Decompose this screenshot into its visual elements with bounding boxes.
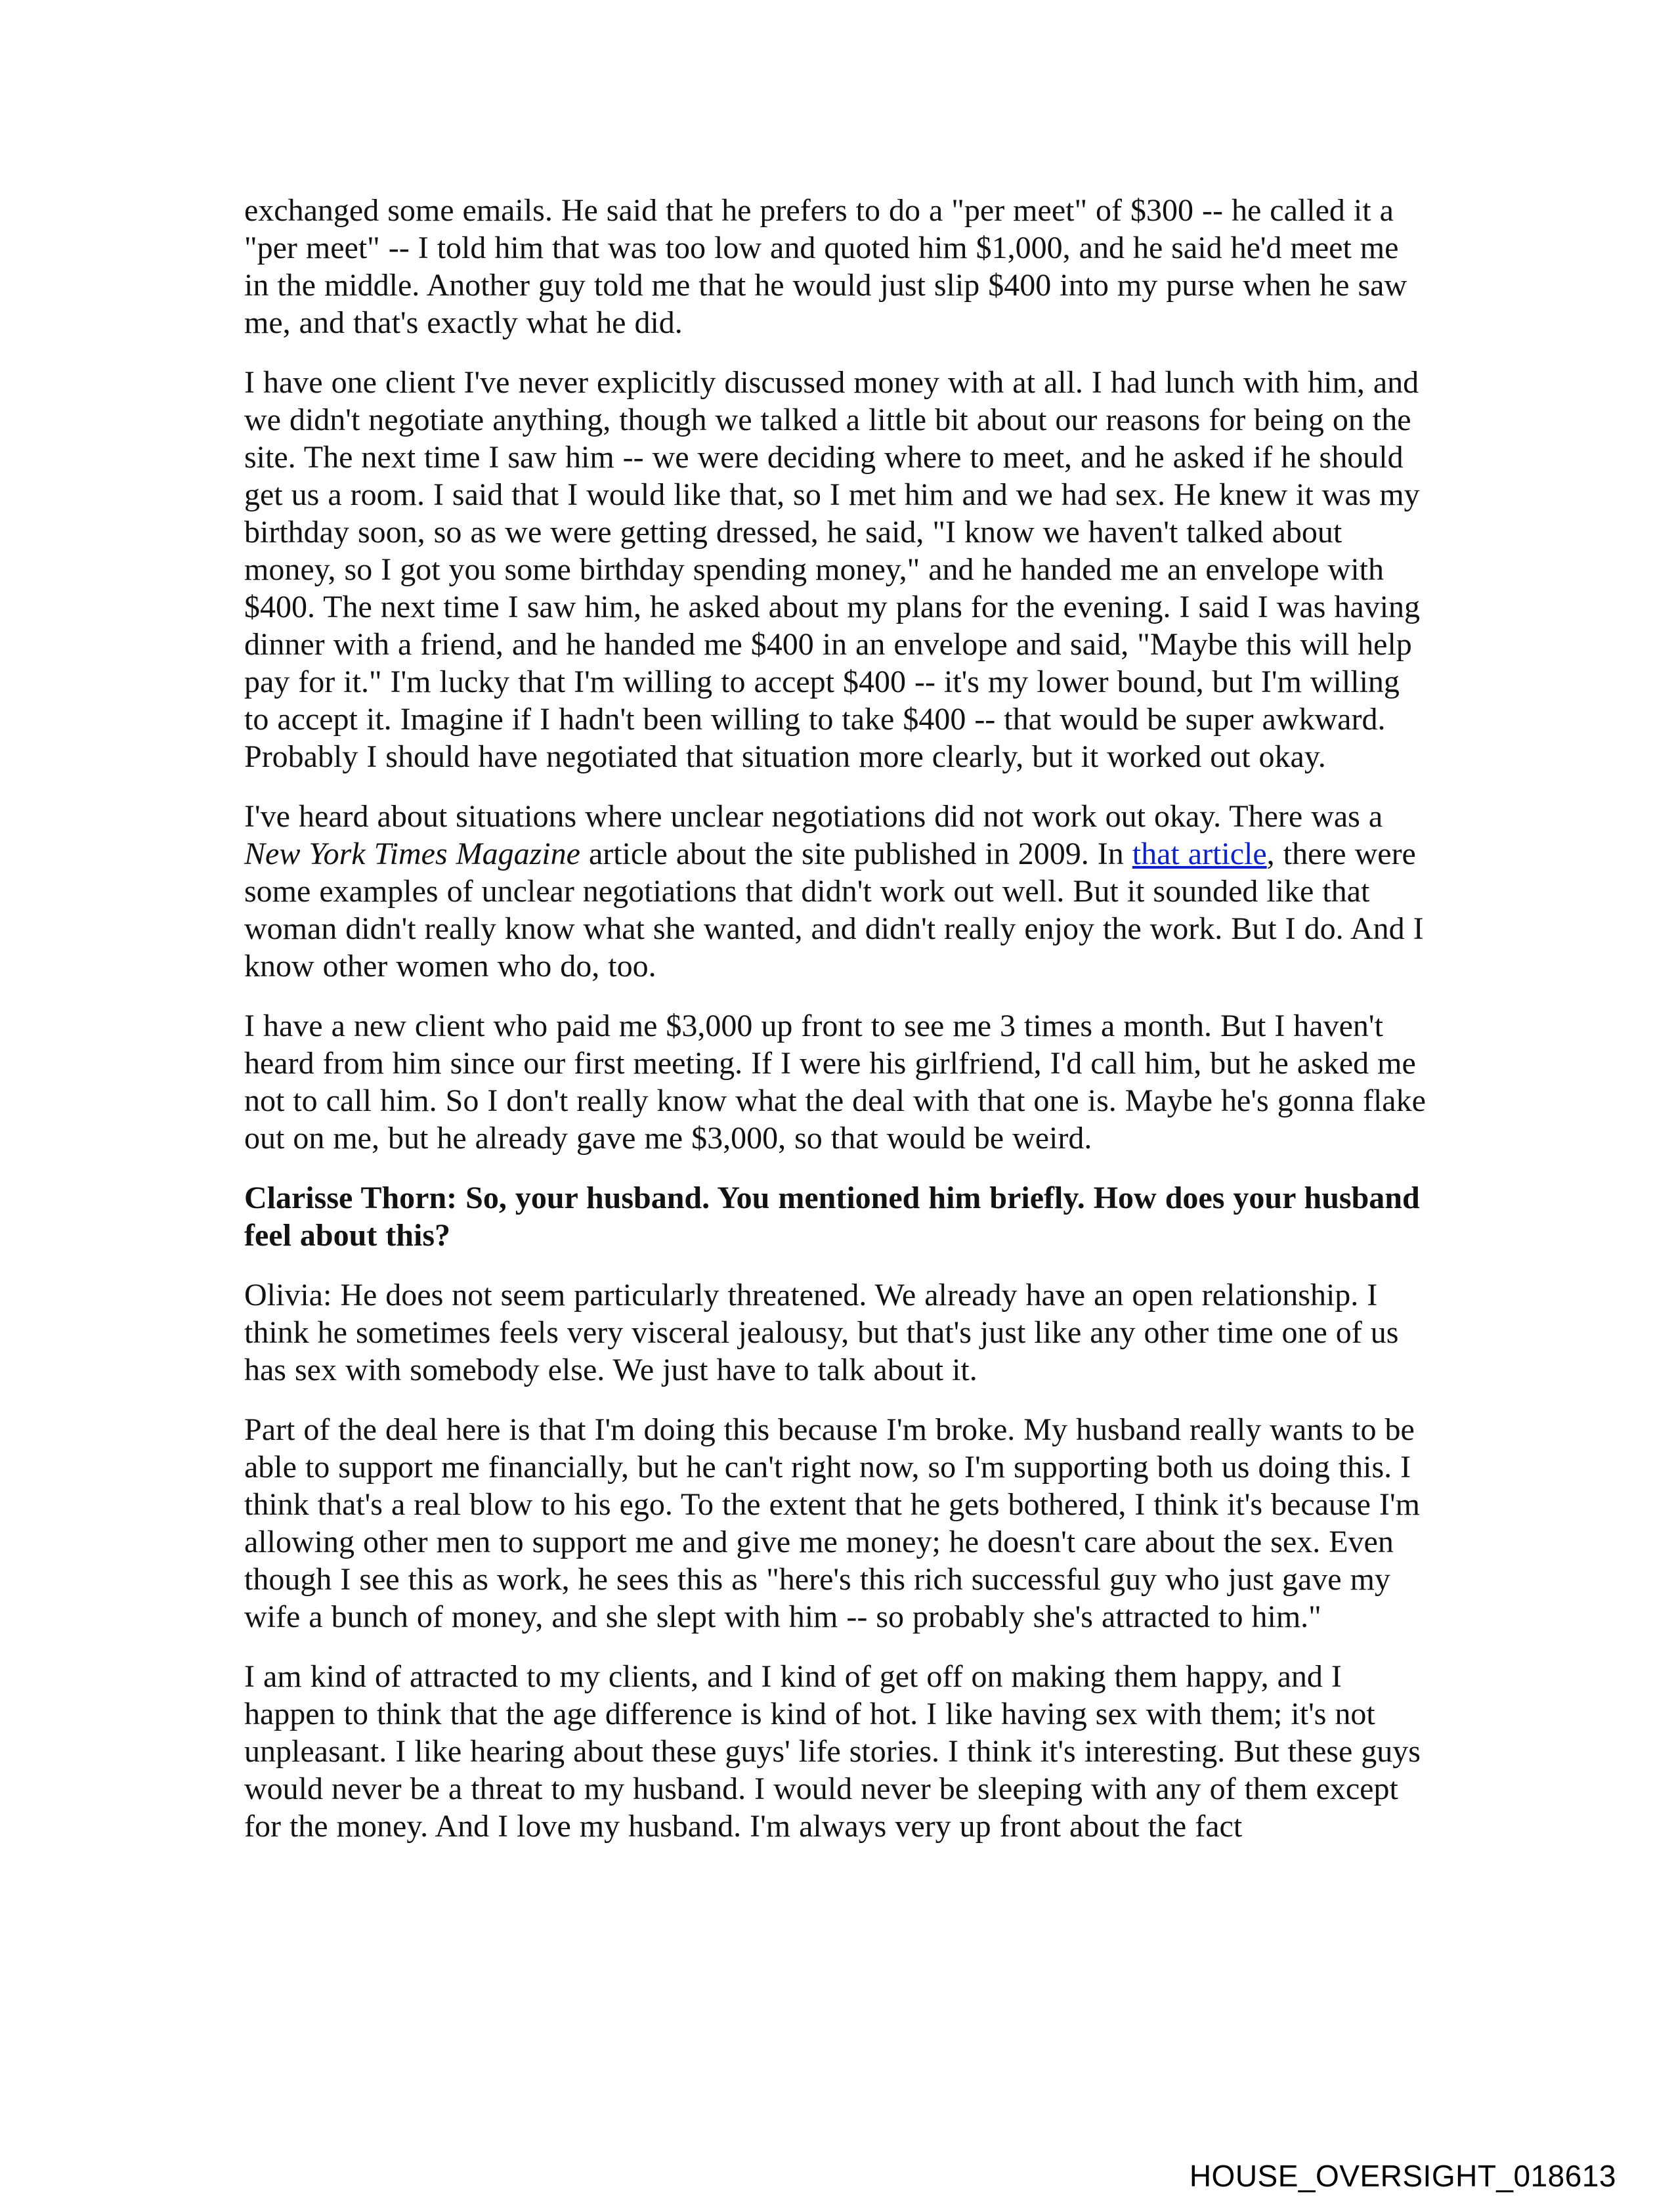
bates-number: HOUSE_OVERSIGHT_018613 xyxy=(1189,2159,1616,2193)
paragraph-unclear-negotiations xyxy=(244,798,1426,985)
paragraph-client-never-discussed xyxy=(244,364,1426,775)
paragraph-part-of-the-deal xyxy=(244,1411,1426,1636)
text-segment: I've heard about situations where unclear negotiations did not work out okay. There was a xyxy=(244,799,1383,834)
text-segment: , there were some examples of unclear negotiations that didn't work out well. But it sounded like that woman didn't really know what she wanted, and didn't really enjoy the work. But I do. And I know other women who do, too. xyxy=(244,836,1424,984)
text-segment: article about the site published in 2009. In xyxy=(580,836,1132,871)
text-segment: Olivia: He does not seem particularly threatened. We already have an open relationship. I think he sometimes feels very visceral jealousy, but that's just like any other time one of us has sex with somebody else. We just have to talk about it. xyxy=(244,1278,1399,1387)
text-segment: exchanged some emails. He said that he prefers to do a "per meet" of $300 -- he called it a "per meet" -- I told him that was too low and quoted him $1,000, and he said he'd meet me in the middle. Another guy told me that he would just slip $400 into my purse when he saw me, and that's exactly what he did. xyxy=(244,193,1407,340)
paragraph-kind-of-attracted xyxy=(244,1658,1426,1845)
italic-text-segment: New York Times Magazine xyxy=(244,836,580,871)
paragraph-olivia-answer xyxy=(244,1276,1426,1389)
text-segment: I have a new client who paid me $3,000 up front to see me 3 times a month. But I haven't heard from him since our first meeting. If I were his girlfriend, I'd call him, but he asked me not to call him. So I don't really know what the deal with that one is. Maybe he's gonna flake out on me, but he already gave me $3,000, so that would be weird. xyxy=(244,1008,1426,1156)
document-content xyxy=(244,192,1426,1867)
text-segment: I am kind of attracted to my clients, and I kind of get off on making them happy, and I happen to think that the age difference is kind of hot. I like having sex with them; it's not unpleasant. I like hearing about these guys' life stories. I think it's interesting. But these guys would never be a threat to my husband. I would never be sleeping with any of them except for the money. And I love my husband. I'm always very up front about the fact xyxy=(244,1659,1421,1844)
paragraph-question-husband xyxy=(244,1179,1426,1254)
text-segment: Part of the deal here is that I'm doing this because I'm broke. My husband really wants to be able to support me financially, but he can't right now, so I'm supporting both us doing this. I think that's a real blow to his ego. To the extent that he gets bothered, I think it's because I'm allowing other men to support me and give me money; he doesn't care about the sex. Even though I see this as work, he sees this as "here's this rich successful guy who just gave my wife a bunch of money, and she slept with him -- so probably she's attracted to him." xyxy=(244,1412,1420,1634)
that-article-link[interactable]: that article xyxy=(1132,836,1267,871)
text-segment: Clarisse Thorn: So, your husband. You mentioned him briefly. How does your husband feel about this? xyxy=(244,1181,1420,1253)
paragraph-continuation xyxy=(244,192,1426,341)
text-segment: I have one client I've never explicitly discussed money with at all. I had lunch with him, and we didn't negotiate anything, though we talked a little bit about our reasons for being on the site. The next time I saw him -- we were deciding where to meet, and he asked if he should get us a room. I said that I would like that, so I met him and we had sex. He knew it was my birthday soon, so as we were getting dressed, he said, "I know we haven't talked about money, so I got you some birthday spending money," and he handed me an envelope with $400. The next time I saw him, he asked about my plans for the evening. I said I was having dinner with a friend, and he handed me $400 in an envelope and said, "Maybe this will help pay for it." I'm lucky that I'm willing to accept $400 -- it's my lower bound, but I'm willing to accept it. Imagine if I hadn't been willing to take $400 -- that would be super awkward. Probably I should have negotiated that situation more clearly, but it worked out okay. xyxy=(244,365,1421,774)
paragraph-new-client xyxy=(244,1007,1426,1157)
